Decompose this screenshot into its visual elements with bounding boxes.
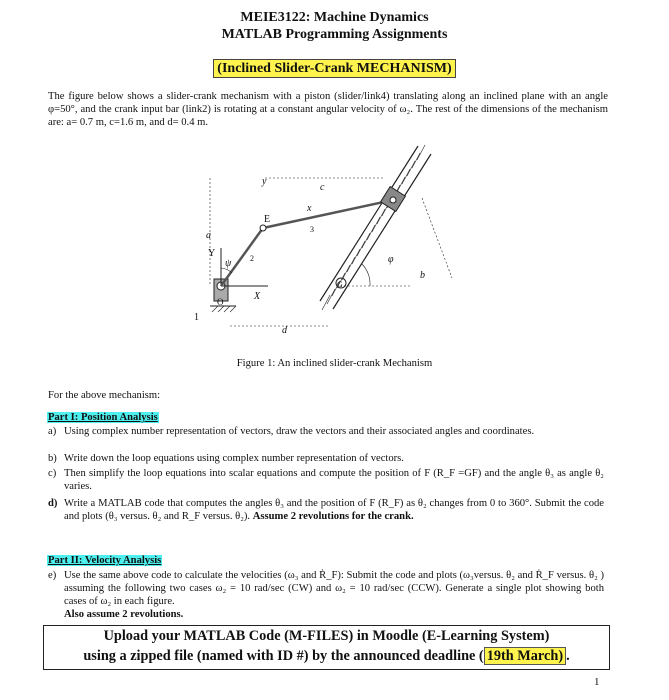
label-2: 2: [250, 254, 254, 263]
part1-item-c: [48, 467, 604, 493]
item-label: e): [48, 570, 57, 581]
deadline-highlight: 19th March): [484, 647, 566, 665]
link-2-crank: [221, 228, 263, 286]
label-3: 3: [310, 225, 314, 234]
item-text: Write down the loop equations using complex number representation of vectors.: [64, 453, 404, 464]
link-3-coupler: [263, 200, 393, 228]
label-x: x: [307, 203, 312, 214]
footer-line-2-post: .: [566, 648, 570, 664]
label-c: c: [320, 182, 325, 193]
item-text: Then simplify the loop equations into scalar equations and compute the position of F (R_F =GF) and the angle θ₃ as angle θ₂ varies.: [64, 468, 604, 492]
item-label: a): [48, 426, 57, 437]
mechanism-figure: [170, 138, 470, 343]
part2-item-e: [48, 569, 604, 621]
label-1: 1: [194, 312, 199, 323]
part1-item-b: [48, 452, 604, 465]
label-o: O: [217, 297, 224, 307]
footer-line-1: Upload your MATLAB Code (M-FILES) in Moodle (E-Learning System): [103, 628, 550, 644]
part1-heading: Part I: Position Analysis: [48, 412, 158, 423]
angle-phi-arc: [362, 264, 370, 286]
part1-item-a: [48, 425, 604, 438]
label-y: y: [262, 176, 267, 187]
for-above-text: For the above mechanism:: [48, 390, 161, 401]
course-title: MEIE3122: Machine Dynamics: [240, 10, 429, 25]
label-g: G: [337, 280, 343, 289]
item-text-bold: Assume 2 revolutions for the crank.: [252, 511, 414, 522]
label-Y: Y: [208, 248, 216, 259]
mechanism-title: [0, 61, 669, 77]
item-text: Using complex number representation of vectors, draw the vectors and their associated angles and coordinates.: [64, 426, 535, 437]
item-label: b): [48, 453, 57, 464]
figure-caption: Figure 1: An inclined slider-crank Mechanism: [236, 358, 433, 369]
joint-e: [260, 225, 266, 231]
footer-line-2: [43, 648, 610, 665]
item-label: c): [48, 468, 57, 479]
label-e: E: [264, 214, 271, 225]
assignment-subtitle: MATLAB Programming Assignments: [221, 27, 448, 42]
item-label: d): [48, 498, 58, 509]
intro-paragraph: The figure below shows a slider-crank mechanism with a piston (slider/link4) translating along an inclined plane with an angle φ=50°, and the crank input bar (link2) is rotating at a constant angular velocity of ω₂. The rest of the dimensions of the mechanism are: a= 0.7 m, c=1.6 m, and d= 0.4 m.: [48, 91, 608, 128]
label-phi: φ: [388, 254, 394, 265]
item-text: Use the same above code to calculate the velocities (ω₃ and Ṙ_F): Submit the code and plots (ω₃versus. θ₂ and Ṙ_F versus. θ₂ ) assuming the following two cases ω₂ = 10 rad/sec (CW) and ω₂ = 10 rad/sec (CCW). Generate a single plot showing both cases of ω₂ in each figure.: [64, 570, 604, 607]
mechanism-title-text: (Inclined Slider-Crank MECHANISM): [213, 59, 455, 78]
dim-b: [422, 198, 452, 278]
item-note: Also assume 2 revolutions.: [64, 609, 184, 620]
label-X: X: [254, 291, 261, 302]
part1-item-d: [48, 497, 604, 523]
footer-line-2-pre: using a zipped file (named with ID #) by the announced deadline (: [83, 648, 484, 664]
label-d: d: [282, 325, 287, 336]
label-a: a: [206, 230, 211, 241]
page-number: 1: [594, 676, 600, 688]
item-text: Write a MATLAB code that computes the angles θ₃ and the position of F (R_F) as θ₂ changes from 0 to 360°. Submit the code and plots (θ₃ versus. θ₂ and R_F versus. θ₂).: [64, 498, 604, 522]
label-b: b: [420, 270, 425, 281]
label-psi: ψ: [225, 258, 232, 269]
part2-heading: Part II: Velocity Analysis: [48, 555, 162, 566]
